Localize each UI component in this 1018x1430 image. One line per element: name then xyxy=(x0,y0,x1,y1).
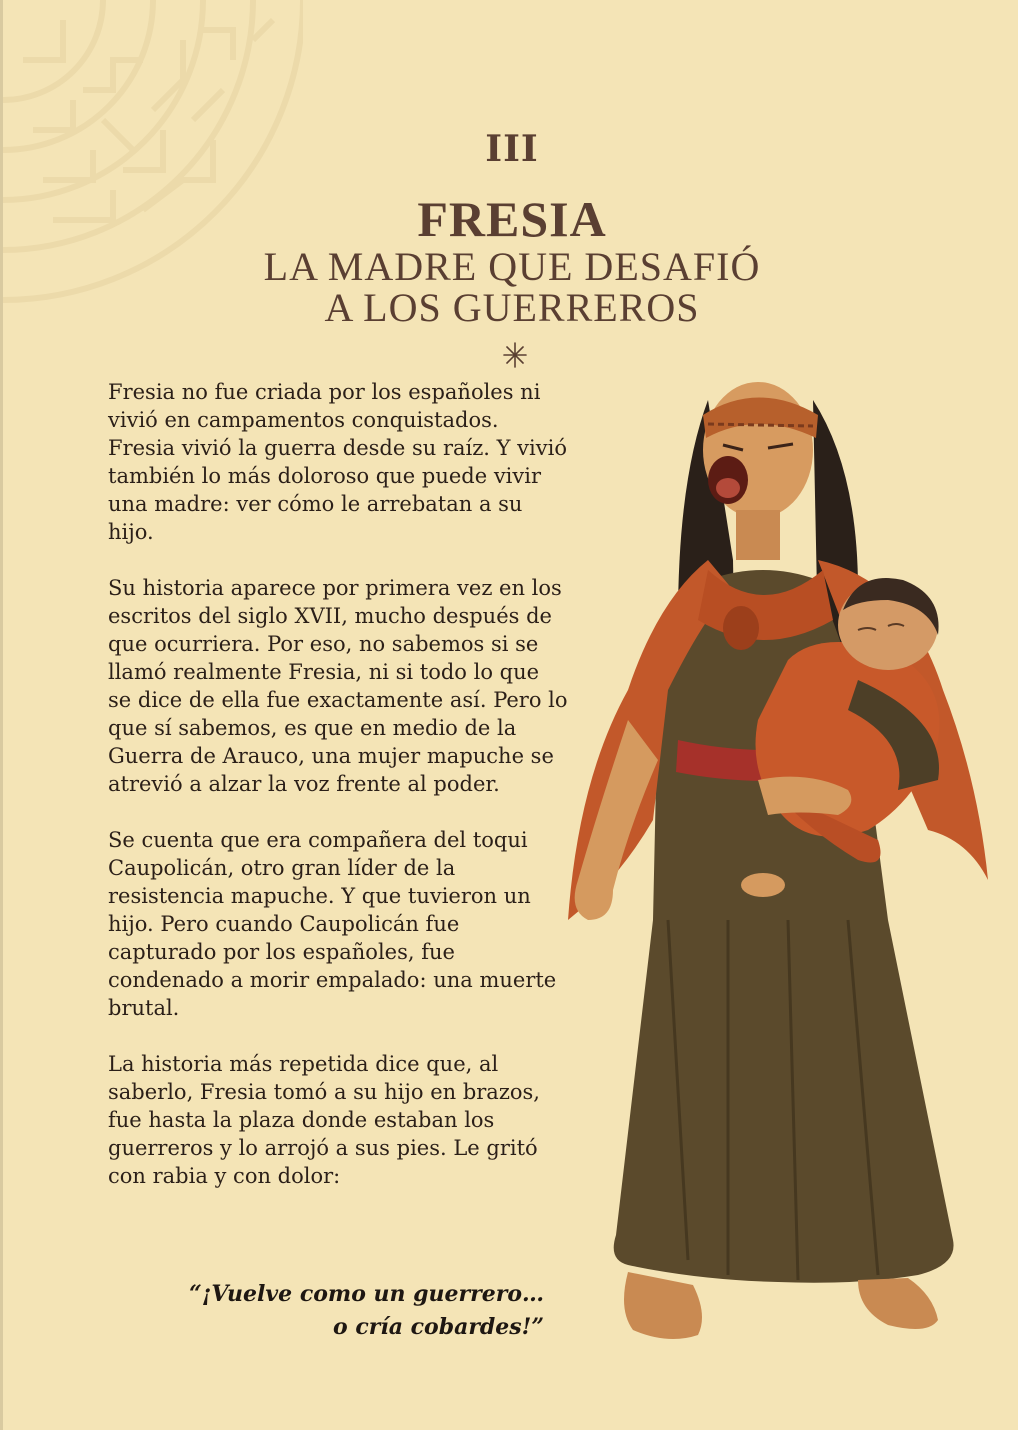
quote-line: o cría cobardes!” xyxy=(333,1314,544,1340)
page-title: FRESIA xyxy=(417,191,607,247)
chapter-number: III xyxy=(485,128,539,170)
paragraph: Su historia aparece por primera vez en los escritos del siglo XVII, mucho después de que ocurriera. Por eso, no sabemos si se llamó realmente Fresia, ni si todo lo que se dice de ella fue exactamente así. Pero lo que sí sabemos, es que en medio de la Guerra de Arauco, una mujer mapuche se atrevió a alzar la voz frente al poder. xyxy=(108,576,568,796)
quote-line: “¡Vuelve como un guerrero… xyxy=(189,1281,544,1307)
subtitle-line: LA MADRE QUE DESAFIÓ xyxy=(263,244,761,289)
fresia-illustration xyxy=(558,360,998,1370)
body-text xyxy=(108,378,568,1218)
paragraph: La historia más repetida dice que, al saberlo, Fresia tomó a su hijo en brazos, fue hasta la plaza donde estaban los guerreros y lo arrojó a sus pies. Le gritó con rabia y con dolor: xyxy=(108,1052,540,1188)
paragraph: Fresia no fue criada por los españoles ni vivió en campamentos conquistados. Fresia vivió la guerra desde su raíz. Y vivió también lo más doloroso que puede vivir una madre: ver cómo le arrebatan a su hijo. xyxy=(108,380,567,544)
star-asterisk-icon xyxy=(502,342,528,368)
paragraph: Se cuenta que era compañera del toqui Caupolicán, otro gran líder de la resistencia mapuche. Y que tuvieron un hijo. Pero cuando Caupolicán fue capturado por los españoles, fue condenado a morir empalado: una muerte brutal. xyxy=(108,828,557,1020)
quote xyxy=(108,1278,544,1344)
subtitle-line: A LOS GUERREROS xyxy=(324,285,700,330)
page-subtitle xyxy=(3,246,1018,328)
